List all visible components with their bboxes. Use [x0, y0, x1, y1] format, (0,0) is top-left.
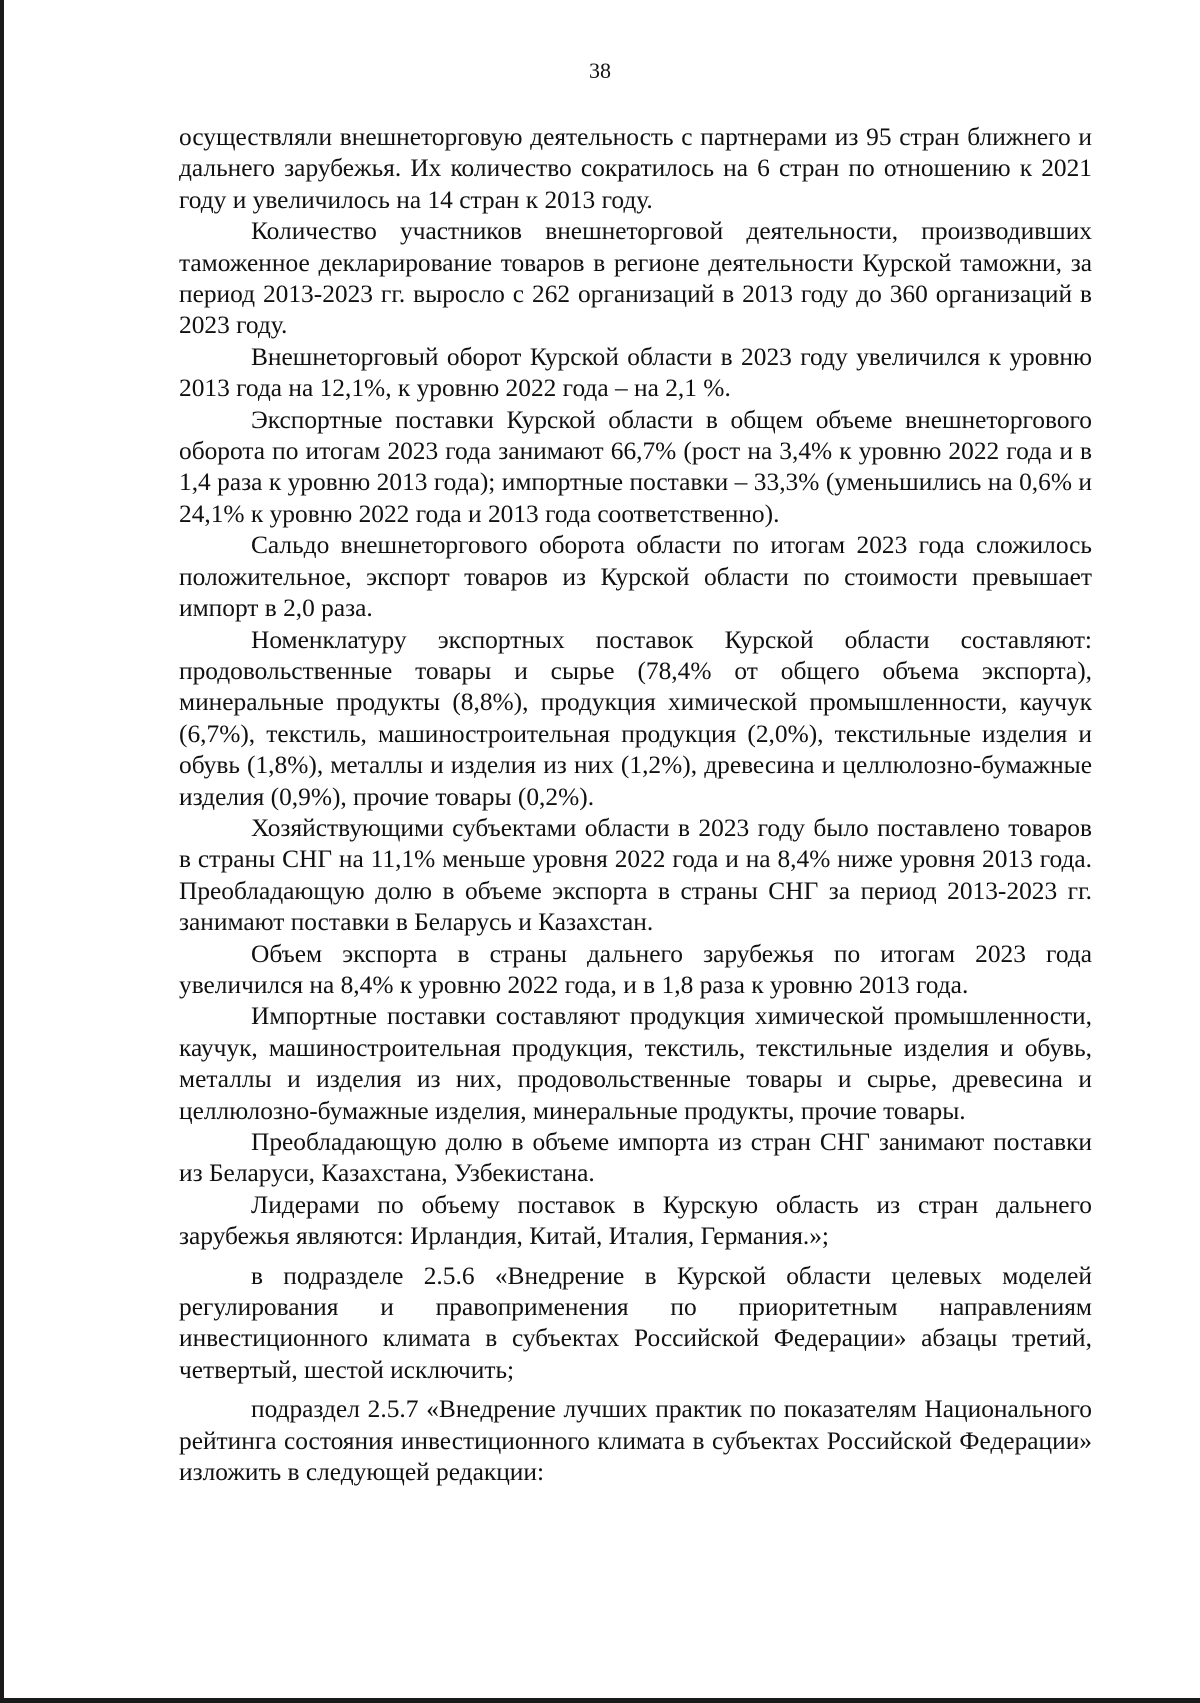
paragraph-partner-countries: осуществляли внешнеторговую деятельность с партнерами из 95 стран ближнего и дальнего зарубежья. Их количество сократилось на 6 стран по отношению к 2021 году и увеличилось на 14 стран к 2013 году. — [179, 123, 1092, 214]
paragraph-export-nomenclature: Номенклатуру экспортных поставок Курской области составляют: продовольственные товары и сырье (78,4% от общего объема экспорта), минеральные продукты (8,8%), продукция химической промышленности, каучук (6,7%), текстиль, машиностроительная продукция (2,0%), текстильные изделия и обувь (1,8%), металлы и изделия из них (1,2%), древесина и целлюлозно-бумажные изделия (0,9%), прочие товары (0,2%). — [179, 625, 1092, 811]
paragraph-subsection-2-5-7: подраздел 2.5.7 «Внедрение лучших практик по показателям Национального рейтинга состояния инвестиционного климата в субъектах Российской Федерации» изложить в следующей редакции: — [179, 1395, 1092, 1487]
page-edge-bottom — [0, 1698, 1200, 1703]
paragraph-subsection-2-5-6: в подразделе 2.5.6 «Внедрение в Курской области целевых моделей регулирования и правоприменения по приоритетным направлениям инвестиционного климата в субъектах Российской Федерации» абзацы третий, четвертый, шестой исключить; — [179, 1261, 1092, 1384]
paragraph-import-goods: Импортные поставки составляют продукция химической промышленности, каучук, машиностроительная продукция, текстиль, текстильные изделия и обувь, металлы и изделия из них, продовольственные товары и сырье, древесина и целлюлозно-бумажные изделия, минеральные продукты, прочие товары. — [179, 1002, 1092, 1125]
paragraph-trade-balance: Сальдо внешнеторгового оборота области по итогам 2023 года сложилось положительное, экспорт товаров из Курской области по стоимости превышает импорт в 2,0 раза. — [179, 531, 1092, 623]
paragraph-trade-participants: Количество участников внешнеторговой деятельности, производивших таможенное декларирование товаров в регионе деятельности Курской таможни, за период 2013-2023 гг. выросло с 262 организаций в 2013 году до 360 организаций в 2023 году. — [179, 217, 1092, 340]
paragraph-trade-turnover: Внешнеторговый оборот Курской области в 2023 году увеличился к уровню 2013 года на 12,1%, к уровню 2022 года – на 2,1 %. — [179, 342, 1092, 403]
paragraph-import-leaders: Лидерами по объему поставок в Курскую область из стран дальнего зарубежья являются: Ирландия, Китай, Италия, Германия.»; — [179, 1190, 1092, 1251]
page-number: 38 — [589, 58, 611, 83]
paragraph-cis-exports: Хозяйствующими субъектами области в 2023 году было поставлено товаров в страны СНГ на 11,1% меньше уровня 2022 года и на 8,4% ниже уровня 2013 года. Преобладающую долю в объеме экспорта в страны СНГ за период 2013-2023 гг. занимают поставки в Беларусь и Казахстан. — [179, 813, 1092, 937]
paragraph-far-abroad-exports: Объем экспорта в страны дальнего зарубежья по итогам 2023 года увеличился на 8,4% к уровню 2022 года, и в 1,8 раза к уровню 2013 года. — [179, 939, 1092, 999]
page-edge-left — [0, 0, 4, 1703]
paragraph-cis-imports: Преобладающую долю в объеме импорта из стран СНГ занимают поставки из Беларуси, Казахстана, Узбекистана. — [179, 1128, 1092, 1188]
paragraph-export-share: Экспортные поставки Курской области в общем объеме внешнеторгового оборота по итогам 2023 года занимают 66,7% (рост на 3,4% к уровню 2022 года и в 1,4 раза к уровню 2013 года); импортные поставки – 33,3% (уменьшились на 0,6% и 24,1% к уровню 2022 года и 2013 года соответственно). — [179, 405, 1092, 528]
document-body — [179, 122, 1092, 1488]
